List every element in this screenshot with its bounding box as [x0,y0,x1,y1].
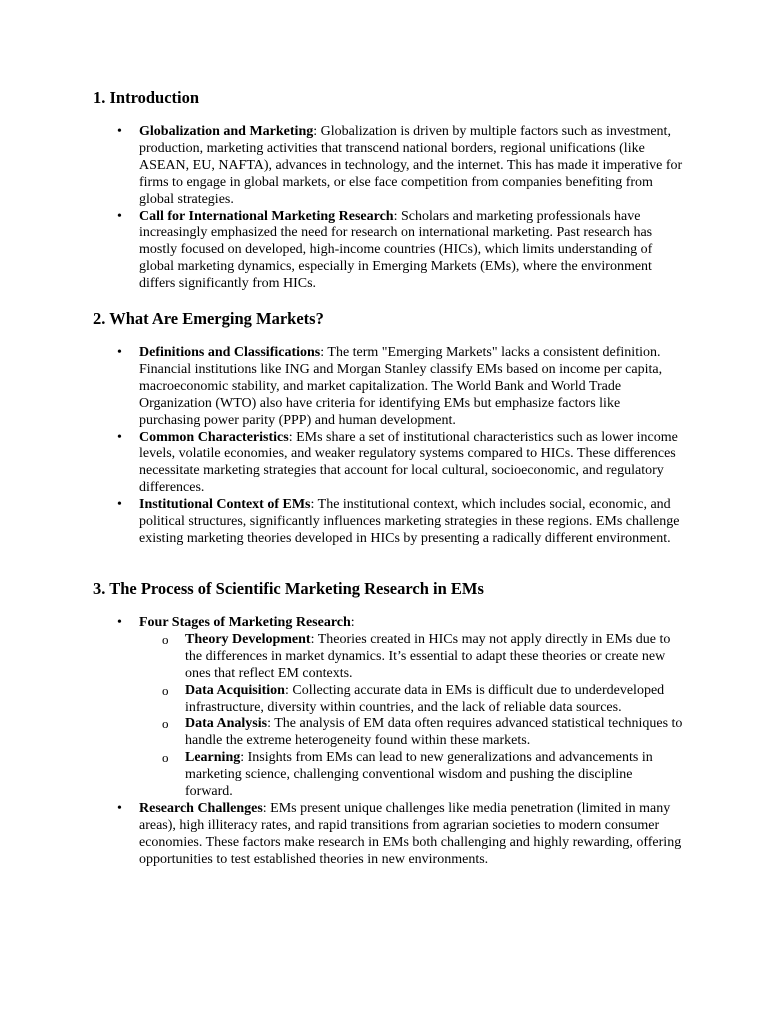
section-heading: 3. The Process of Scientific Marketing Research in EMs [93,579,484,598]
sub-list-item [185,683,683,717]
sub-list-item [185,632,683,683]
sub-list-item [185,716,683,750]
item-term: Call for International Marketing Research [139,208,394,224]
list-item [139,345,683,430]
sub-list [185,632,683,801]
list-item [139,430,683,498]
subitem-text: : The analysis of EM data often requires advanced statistical techniques to handle the extreme heterogeneity found within these markets. [185,716,683,749]
bullet-list [139,124,683,293]
list-item [139,801,683,869]
subitem-term: Learning [185,750,241,766]
subitem-text: : Theories created in HICs may not apply directly in EMs due to the differences in market dynamics. It’s essential to adapt these theories or create new ones that reflect EM contexts. [185,631,671,681]
item-text: : The term "Emerging Markets" lacks a consistent definition. Financial institutions like ING and Morgan Stanley classify EMs based on income per capita, macroeconomic stability, and market capitalization. The World Bank and World Trade Organization (WTO) also have criteria for identifying EMs but emphasize factors like purchasing power parity (PPP) and human development. [139,345,663,428]
item-term: Globalization and Marketing [139,124,314,139]
list-item [139,124,683,209]
item-text: : The institutional context, which includes social, economic, and political structures, significantly influences marketing strategies in these regions. EMs challenge existing marketing theories developed in HICs by presenting a radically different environment. [139,497,680,546]
subitem-term: Data Acquisition [185,682,285,698]
bullet-list [139,615,683,869]
list-item [139,209,683,294]
item-text: : Scholars and marketing professionals have increasingly emphasized the need for research on international marketing. Past research has mostly focused on developed, high-income countries (HICs), which limits understanding of global marketing dynamics, especially in Emerging Markets (EMs), where the environment differs significantly from HICs. [139,208,653,292]
item-text: : EMs present unique challenges like media penetration (limited in many areas), high illiteracy rates, and rapid transitions from agrarian societies to modern consumer economies. These factors make research in EMs both challenging and highly rewarding, offering opportunities to test established theories in new environments. [139,800,682,867]
item-text: : Globalization is driven by multiple factors such as investment, production, marketing activities that transcend national borders, regional unifications (like ASEAN, EU, NAFTA), advances in technology, and the internet. This has made it imperative for firms to engage in global markets, or else face competition from companies benefiting from global strategies. [139,124,683,207]
list-item [139,615,683,801]
item-term: Definitions and Classifications [139,345,321,360]
sub-list-item [185,750,683,801]
item-term: Institutional Context of EMs [139,497,311,513]
section-emerging-markets [93,309,683,548]
section-research-process [93,579,683,869]
item-term: Common Characteristics [139,429,289,445]
item-term: Four Stages of Marketing Research [139,615,351,630]
item-term: Research Challenges [139,800,263,816]
section-heading: 2. What Are Emerging Markets? [93,309,324,328]
section-heading: 1. Introduction [93,88,200,107]
bullet-list [139,345,683,548]
subitem-term: Theory Development [185,631,311,647]
subitem-text: : Insights from EMs can lead to new generalizations and advancements in marketing science, challenging conventional wisdom and pushing the discipline forward. [185,750,653,800]
item-text: : EMs share a set of institutional characteristics such as lower income levels, volatile economies, and weaker regulatory systems compared to HICs. These differences necessitate marketing strategies that account for local cultural, socioeconomic, and regulatory differences. [139,429,678,496]
subitem-text: : Collecting accurate data in EMs is difficult due to underdeveloped infrastructure, diversity within countries, and the lack of reliable data sources. [185,682,665,715]
list-item [139,497,683,548]
section-introduction [93,88,683,293]
subitem-term: Data Analysis [185,716,268,732]
item-text: : [350,615,355,630]
